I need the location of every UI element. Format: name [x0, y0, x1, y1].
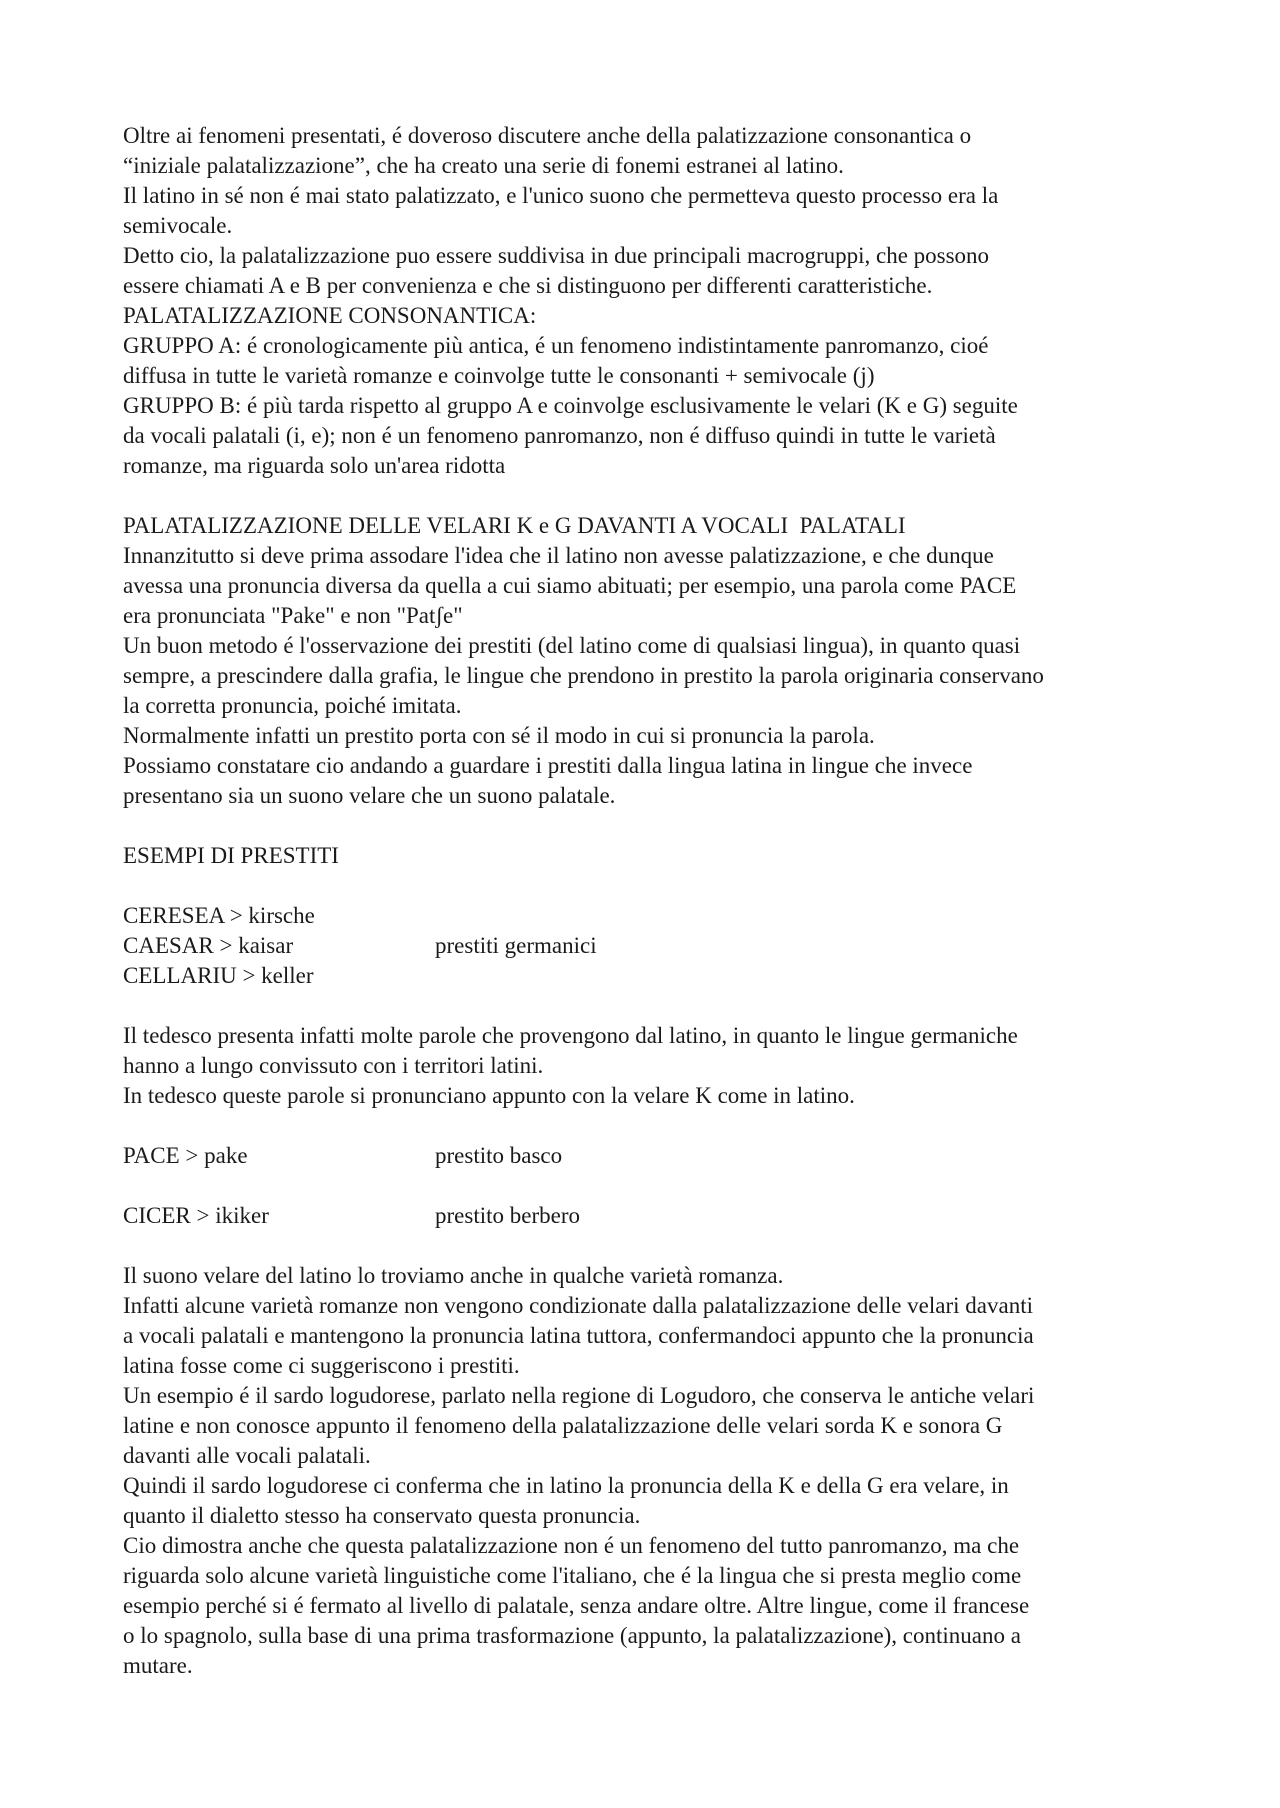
example-word: CELLARIU > keller: [123, 963, 314, 988]
velari-line: era pronunciata "Pake" e non "Patʃe": [123, 603, 463, 628]
gruppo-a-line: diffusa in tutte le varietà romanze e coinvolge tutte le consonanti + semivocale (j): [123, 363, 875, 388]
gruppo-b-line: da vocali palatali (i, e); non é un fenomeno panromanzo, non é diffuso quindi in tutte le varietà: [123, 423, 996, 448]
conclusion-line: riguarda solo alcune varietà linguistiche come l'italiano, che é la lingua che si presta meglio come: [123, 1563, 1022, 1588]
section-heading-velari: PALATALIZZAZIONE DELLE VELARI K e G DAVANTI A VOCALI PALATALI: [123, 513, 906, 538]
conclusion-line: quanto il dialetto stesso ha conservato questa pronuncia.: [123, 1503, 641, 1528]
gruppo-b-line: romanze, ma riguarda solo un'area ridotta: [123, 453, 506, 478]
example-row-ceresea: [123, 901, 1183, 931]
conclusion-line: latina fosse come ci suggeriscono i prestiti.: [123, 1353, 520, 1378]
velari-line: presentano sia un suono velare che un suono palatale.: [123, 783, 616, 808]
example-note: prestito berbero: [435, 1203, 580, 1228]
conclusion-line: a vocali palatali e mantengono la pronuncia latina tuttora, confermandoci appunto che la pronuncia: [123, 1323, 1034, 1348]
velari-line: Innanzitutto si deve prima assodare l'idea che il latino non avesse palatizzazione, e che dunque: [123, 543, 994, 568]
velari-line: Un buon metodo é l'osservazione dei prestiti (del latino come di qualsiasi lingua), in quanto quasi: [123, 633, 1021, 658]
example-word: CERESEA > kirsche: [123, 903, 315, 928]
velari-line: avessa una pronuncia diversa da quella a cui siamo abituati; per esempio, una parola come PACE: [123, 573, 1017, 598]
conclusion-line: mutare.: [123, 1653, 193, 1678]
paragraph-gap: [123, 1231, 1183, 1261]
conclusion-line: Il suono velare del latino lo troviamo anche in qualche varietà romanza.: [123, 1263, 784, 1288]
conclusion-line: latine e non conosce appunto il fenomeno della palatalizzazione delle velari sorda K e sonora G: [123, 1413, 1003, 1438]
example-word: CICER > ikiker: [123, 1203, 269, 1228]
tedesco-line: In tedesco queste parole si pronunciano appunto con la velare K come in latino.: [123, 1083, 855, 1108]
gruppo-a-line: GRUPPO A: é cronologicamente più antica, é un fenomeno indistintamente panromanzo, cioé: [123, 333, 989, 358]
conclusion-line: Cio dimostra anche che questa palatalizzazione non é un fenomeno del tutto panromanzo, ma che: [123, 1533, 1020, 1558]
paragraph-gap: [123, 811, 1183, 841]
paragraph-gap: [123, 1111, 1183, 1141]
velari-line: Possiamo constatare cio andando a guardare i prestiti dalla lingua latina in lingue che invece: [123, 753, 973, 778]
tedesco-line: Il tedesco presenta infatti molte parole che provengono dal latino, in quanto le lingue germaniche: [123, 1023, 1018, 1048]
intro-line: “iniziale palatalizzazione”, che ha creato una serie di fonemi estranei al latino.: [123, 153, 844, 178]
section-heading-consonantica: PALATALIZZAZIONE CONSONANTICA:: [123, 303, 537, 328]
example-note: prestiti germanici: [435, 933, 597, 958]
example-word: CAESAR > kaisar: [123, 933, 294, 958]
paragraph-gap: [123, 1171, 1183, 1201]
velari-line: sempre, a prescindere dalla grafia, le lingue che prendono in prestito la parola originaria conservano: [123, 663, 1044, 688]
intro-line: essere chiamati A e B per convenienza e che si distinguono per differenti caratteristiche.: [123, 273, 933, 298]
intro-line: Il latino in sé non é mai stato palatizzato, e l'unico suono che permetteva questo processo era la: [123, 183, 999, 208]
paragraph-gap: [123, 991, 1183, 1021]
velari-line: Normalmente infatti un prestito porta con sé il modo in cui si pronuncia la parola.: [123, 723, 875, 748]
intro-line: semivocale.: [123, 213, 233, 238]
conclusion-line: Quindi il sardo logudorese ci conferma che in latino la pronuncia della K e della G era velare, in: [123, 1473, 1009, 1498]
example-row-caesar: [123, 931, 1183, 961]
example-word: PACE > pake: [123, 1143, 248, 1168]
tedesco-line: hanno a lungo convissuto con i territori latini.: [123, 1053, 544, 1078]
velari-line: la corretta pronuncia, poiché imitata.: [123, 693, 462, 718]
intro-line: Oltre ai fenomeni presentati, é doveroso discutere anche della palatizzazione consonantica o: [123, 123, 972, 148]
gruppo-b-line: GRUPPO B: é più tarda rispetto al gruppo A e coinvolge esclusivamente le velari (K e G) seguite: [123, 393, 1018, 418]
conclusion-line: o lo spagnolo, sulla base di una prima trasformazione (appunto, la palatalizzazione), continuano a: [123, 1623, 1021, 1648]
conclusion-line: Un esempio é il sardo logudorese, parlato nella regione di Logudoro, che conserva le antiche velari: [123, 1383, 1035, 1408]
intro-line: Detto cio, la palatalizzazione puo essere suddivisa in due principali macrogruppi, che possono: [123, 243, 990, 268]
section-heading-esempi: ESEMPI DI PRESTITI: [123, 843, 339, 868]
paragraph-gap: [123, 481, 1183, 511]
conclusion-line: esempio perché si é fermato al livello di palatale, senza andare oltre. Altre lingue, come il francese: [123, 1593, 1030, 1618]
example-row-cicer: [123, 1201, 1183, 1231]
example-note: prestito basco: [435, 1143, 563, 1168]
conclusion-line: Infatti alcune varietà romanze non vengono condizionate dalla palatalizzazione delle velari davanti: [123, 1293, 1033, 1318]
example-row-cellariu: [123, 961, 1183, 991]
document-page: [123, 121, 1183, 1681]
conclusion-line: davanti alle vocali palatali.: [123, 1443, 371, 1468]
example-row-pace: [123, 1141, 1183, 1171]
paragraph-gap: [123, 871, 1183, 901]
